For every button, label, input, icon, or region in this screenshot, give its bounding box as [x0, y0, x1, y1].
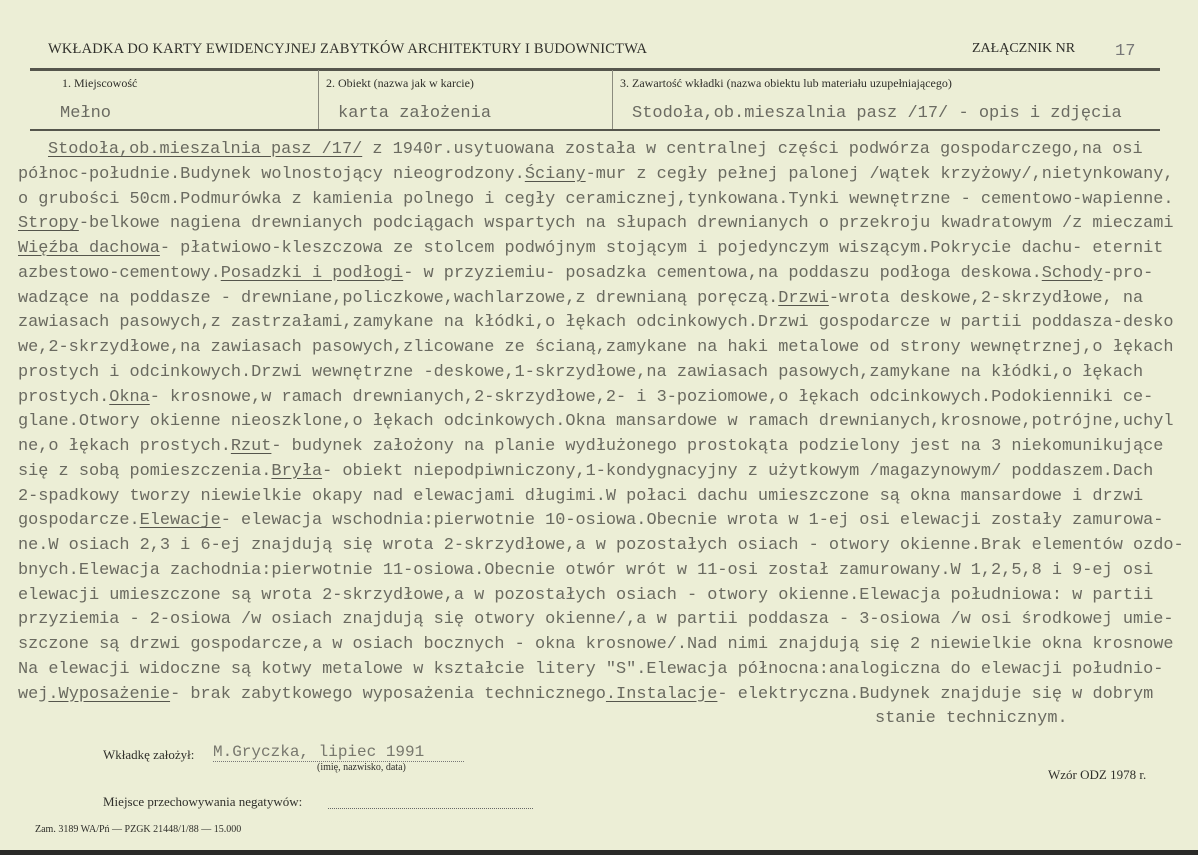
text-line — [18, 559, 1198, 584]
text-segment: - elewacja wschodnia:pierwotnie 10-osiowa.Obecnie wrota w 1-ej osi elewacji zostały zamurowa- — [220, 511, 1164, 531]
text-segment: zawiasach pasowych,z zastrzałami,zamykane na kłódki,o łękach odcinkowych.Drzwi gospodarcze w partii poddasza-desko — [18, 313, 1174, 333]
section-heading: Elewacje — [139, 511, 221, 531]
text-segment: -belkowe nagiena drewnianych podciągach wspartych na słupach drewnianych o przekroju kwadratowym /z mieczami — [78, 214, 1174, 234]
text-segment: Na elewacji widoczne są kotwy metalowe w kształcie litery "S".Elewacja północna:analogiczna do elewacji południo- — [18, 659, 1164, 679]
text-segment: - brak zabytkowego wyposażenia technicznego — [170, 684, 606, 704]
annex-number: 17 — [1115, 42, 1136, 61]
text-segment: wej — [18, 684, 49, 704]
column-divider — [612, 70, 613, 130]
print-info: Zam. 3189 WA/Pń — PZGK 21448/1/88 — 15.000 — [35, 824, 242, 835]
text-segment: stanie technicznym. — [875, 709, 1068, 729]
author-label: Wkładkę założył: — [103, 747, 195, 762]
text-segment: 2-spadkowy tworzy niewielkie okapy nad elewacjami długimi.W połaci dachu umieszczone są okna mansardowe i drzwi — [18, 486, 1144, 506]
text-line — [18, 163, 1198, 188]
text-line — [18, 608, 1198, 633]
text-segment: gospodarcze. — [18, 511, 140, 531]
text-line — [18, 460, 1198, 485]
text-segment: bnych.Elewacja zachodnia:pierwotnie 11-osiowa.Obecnie otwór wrót w 11-osi został zamurowany.W 1,2,5,8 i 9-ej osi — [18, 560, 1154, 580]
text-line — [18, 336, 1198, 361]
text-segment: - w przyziemiu- posadzka cementowa,na poddaszu podłoga deskowa. — [403, 263, 1042, 283]
header-bottom-rule — [30, 129, 1160, 131]
field-label: 1. Miejscowość — [62, 76, 138, 90]
section-heading: .Instalacje — [605, 684, 718, 704]
text-segment: z 1940r.usytuowana została w centralnej części podwórza gospodarczego,na osi — [362, 140, 1143, 159]
text-segment: ne.W osiach 2,3 i 6-ej znajdują się wrota 2-skrzydłowe,a w pozostałych osiach - otwory okienne.Brak elementów ozdo- — [18, 536, 1184, 555]
text-segment: się z sobą pomieszczenia. — [18, 461, 272, 481]
text-line — [18, 287, 1198, 312]
section-heading: Posadzki i podłogi — [220, 263, 404, 283]
text-line — [18, 534, 1198, 559]
text-line — [18, 311, 1198, 336]
text-segment: glane.Otwory okienne nieoszklone,o łękach odcinkowych.Okna mansardowe w ramach drewnianych,krosnowe,potrójne,uchyl — [18, 412, 1174, 432]
text-segment: wadzące na poddasze - drewniane,policzkowe,wachlarzowe,z drewnianą poręczą. — [18, 288, 779, 308]
section-heading: Stodoła,ob.mieszalnia pasz /17/ — [48, 140, 363, 159]
text-segment: -pro- — [1102, 263, 1154, 283]
text-line — [18, 386, 1198, 411]
text-segment: - płatwiowo-kleszczowa ze stolcem podwójnym stojącym i pojedynczym wiszącym.Pokrycie dachu- eternit — [159, 239, 1164, 258]
text-line — [18, 584, 1198, 609]
field-label: 2. Obiekt (nazwa jak w karcie) — [326, 76, 474, 90]
text-segment: we,2-skrzydłowe,na zawiasach pasowych,zlicowane ze ścianą,zamykane na haki metalowe od strony wewnętrznej,o łękach — [18, 338, 1174, 357]
section-heading: Bryła — [271, 461, 323, 481]
section-heading: Drzwi — [778, 288, 829, 308]
field-label: 3. Zawartość wkładki (nazwa obiektu lub materiału uzupełniającego) — [620, 76, 952, 90]
text-line — [18, 410, 1198, 435]
text-segment: -mur z cegły pełnej palonej /wątek krzyżowy/,nietynkowany, — [585, 164, 1174, 184]
text-segment: ne,o łękach prostych. — [18, 437, 231, 456]
field-value: Stodoła,ob.mieszalnia pasz /17/ - opis i zdjęcia — [632, 104, 1122, 123]
text-line — [18, 509, 1198, 534]
section-heading: Stropy — [18, 214, 79, 234]
form-title: WKŁADKA DO KARTY EWIDENCYJNEJ ZABYTKÓW ARCHITEKTURY I BUDOWNICTWA — [48, 41, 648, 57]
text-line — [18, 188, 1198, 213]
scan-edge — [0, 850, 1198, 855]
author-value: M.Gryczka, lipiec 1991 — [213, 743, 464, 762]
text-segment: elewacji umieszczone są wrota 2-skrzydłowe,a w pozostałych osiach - otwory okienne.Elewacja południowa: w partii — [18, 585, 1154, 605]
text-line — [18, 633, 1198, 658]
text-line — [18, 262, 1198, 287]
text-segment: prostych. — [18, 387, 110, 407]
section-heading: Okna — [109, 387, 150, 407]
section-heading: Więźba dachowa — [18, 239, 160, 258]
text-segment: -wrota deskowe,2-skrzydłowe, na — [828, 288, 1144, 308]
header-top-rule — [30, 68, 1160, 71]
author-hint: (imię, nazwisko, data) — [317, 762, 406, 773]
text-segment: - elektryczna.Budynek znajduje się w dobrym — [717, 684, 1154, 704]
text-line — [18, 683, 1198, 708]
text-segment: prostych i odcinkowych.Drzwi wewnętrzne -deskowe,1-skrzydłowe,na zawiasach pasowych,zamykane na kłódki,o łękach — [18, 362, 1144, 382]
field-value: karta założenia — [338, 104, 492, 123]
text-segment: - budynek założony na planie wydłużonego prostokąta podzielony jest na 3 niekomunikujące — [271, 437, 1164, 456]
negatives-blank-line — [328, 808, 533, 809]
negatives-label: Miejsce przechowywania negatywów: — [103, 794, 303, 809]
text-segment: o grubości 50cm.Podmurówka z kamienia polnego i cegły ceramicznej,tynkowana.Tynki wewnętrzne - cementowo-wapienne. — [18, 189, 1174, 209]
text-line — [18, 138, 1198, 163]
text-line — [18, 237, 1198, 262]
text-line — [18, 361, 1198, 386]
text-line — [18, 658, 1198, 683]
text-segment: - krosnowe,w ramach drewnianych,2-skrzydłowe,2- i 3-poziomowe,o łękach odcinkowych.Podokienniki ce- — [149, 387, 1154, 407]
text-line — [18, 212, 1198, 237]
section-heading: Rzut — [230, 437, 272, 456]
annex-label: ZAŁĄCZNIK NR — [972, 41, 1076, 56]
text-segment: północ-południe.Budynek wolnostojący nieogrodzony. — [18, 164, 525, 184]
text-line — [18, 707, 1198, 732]
section-heading: Schody — [1041, 263, 1103, 283]
column-divider — [318, 70, 319, 130]
text-line — [18, 485, 1198, 510]
text-line — [18, 435, 1198, 460]
text-segment: szczone są drzwi gospodarcze,a w osiach bocznych - okna krosnowe/.Nad nimi znajdują się 2 niewielkie okna krosnowe — [18, 635, 1174, 654]
description-text — [18, 138, 1198, 732]
text-segment: przyziemia - 2-osiowa /w osiach znajdują się otwory okienne/,a w partii poddasza - 3-osiowa /w osi środkowej umie- — [18, 610, 1174, 630]
text-segment: - obiekt niepodpiwniczony,1-kondygnacyjny z użytkowym /magazynowym/ poddaszem.Dach — [322, 461, 1154, 481]
text-segment: azbestowo-cementowy. — [18, 263, 221, 283]
section-heading: .Wyposażenie — [48, 684, 171, 704]
field-value: Mełno — [60, 104, 112, 123]
section-heading: Ściany — [524, 164, 586, 184]
template-version: Wzór ODZ 1978 r. — [1048, 767, 1147, 782]
